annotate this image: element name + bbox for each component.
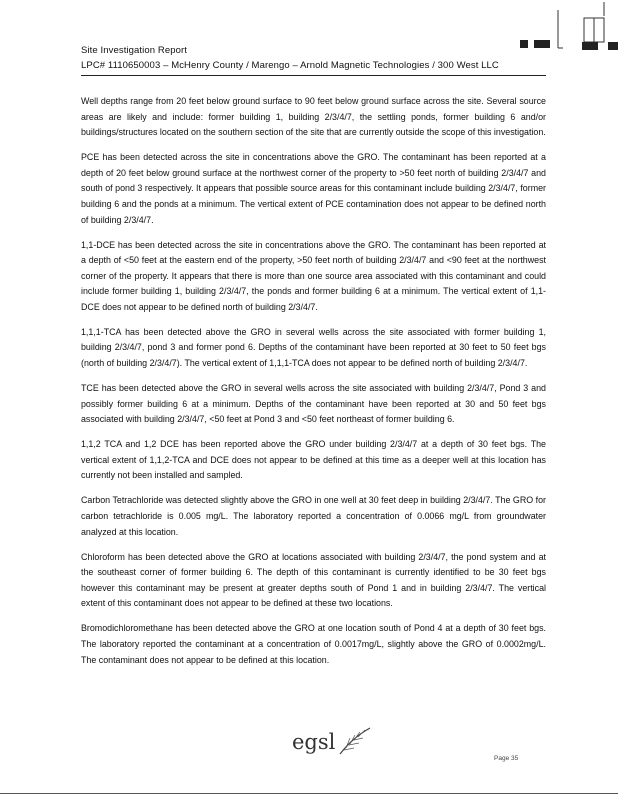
scan-corner-artifact bbox=[508, 0, 618, 60]
paragraph-pce: PCE has been detected across the site in concentrations above the GRO. The contaminant has been reported at a depth of 20 feet below ground surface at the northwest corner of the property to >50 feet north of building 2/3/4/7 and south of pond 3 respectively. It appears that possible source areas for this contaminant include building 2/3/4/7, former building 6 and the ponds at a minimum. The vertical extent of PCE contamination does not appear to be defined north of building 2/3/4/7. bbox=[81, 152, 546, 225]
report-title: Site Investigation Report bbox=[81, 45, 188, 56]
paragraph-bromodichloromethane: Bromodichloromethane has been detected above the GRO at one location south of Pond 4 at a depth of 30 feet bgs. The laboratory reported the contaminant at a concentration of 0.0017mg/L, slightly above the GRO of 0.0002mg/L. The contaminant does not appear to be defined at this location. bbox=[81, 623, 546, 665]
paragraph-well-depths: Well depths range from 20 feet below ground surface to 90 feet below ground surface across the site. Several source areas are likely and include: former building 1, building 2/3/4/7, the settling ponds, former building 6 and/or buildings/structures located on the southern section of the site that are currently outside the scope of this investigation. bbox=[81, 96, 546, 138]
paragraph-tce: TCE has been detected above the GRO in several wells across the site associated with building 2/3/4/7, Pond 3 and possibly former building 6 at a minimum. Depths of the contaminant have been reported at 30 and 50 feet bgs associated with building 2/3/4/7, <50 feet at Pond 3 and <50 feet northeast of former building 6. bbox=[81, 383, 546, 425]
report-body bbox=[81, 94, 546, 678]
paragraph-carbon-tetrachloride: Carbon Tetrachloride was detected slightly above the GRO in one well at 30 feet deep in building 2/3/4/7. The GRO for carbon tetrachloride is 0.005 mg/L. The laboratory reported a concentration of 0.0066 mg/L from groundwater analyzed at this location. bbox=[81, 495, 546, 537]
logo-feather-icon bbox=[338, 726, 372, 756]
egsl-logo bbox=[292, 726, 372, 758]
header-rule bbox=[81, 75, 546, 76]
paragraph-111-tca: 1,1,1-TCA has been detected above the GRO in several wells across the site associated with former building 1, building 2/3/4/7, pond 3 and former pond 6. Depths of the contaminant have been reported at 30 feet to 50 feet bgs (north of building 2/3/4/7). The vertical extent of 1,1,1-TCA does not appear to be defined north of building 2/3/4/7. bbox=[81, 326, 546, 369]
page-number: Page 35 bbox=[494, 755, 519, 762]
paragraph-112-tca-dce: 1,1,2 TCA and 1,2 DCE has been reported above the GRO under building 2/3/4/7 at a depth of 30 feet bgs. The vertical extent of 1,1,2-TCA and DCE does not appear to be defined at this time as a deeper well at this location has currently not been installed and sampled. bbox=[81, 439, 546, 481]
lpc-site-line: LPC# 1110650003 – McHenry County / Marengo – Arnold Magnetic Technologies / 300 West LLC bbox=[81, 60, 499, 71]
logo-text: egsl bbox=[292, 730, 336, 754]
scan-bottom-edge bbox=[0, 793, 618, 794]
paragraph-11-dce: 1,1-DCE has been detected across the site in concentrations above the GRO. The contaminant has been reported at a depth of <50 feet at the eastern end of the property, >50 feet north of building 2/3/4/7 and <90 feet at the northwest corner of the property. It appears that there is more than one source area associated with this contaminant and could include former building 1, building 2/3/4/7, the ponds and former building 6 at a minimum. The vertical extent of 1,1-DCE does not appear to be defined north of building 2/3/4/7. bbox=[81, 239, 546, 312]
paragraph-chloroform: Chloroform has been detected above the GRO at locations associated with building 2/3/4/7, the pond system and at the southeast corner of former building 6. The depth of this contaminant is currently identified to be 30 feet bgs however this contaminant may be present at greater depths south of Pond 1 and in building 2/3/4/7. The vertical extent of this contaminant does not appear to be defined at these two locations. bbox=[81, 551, 546, 609]
